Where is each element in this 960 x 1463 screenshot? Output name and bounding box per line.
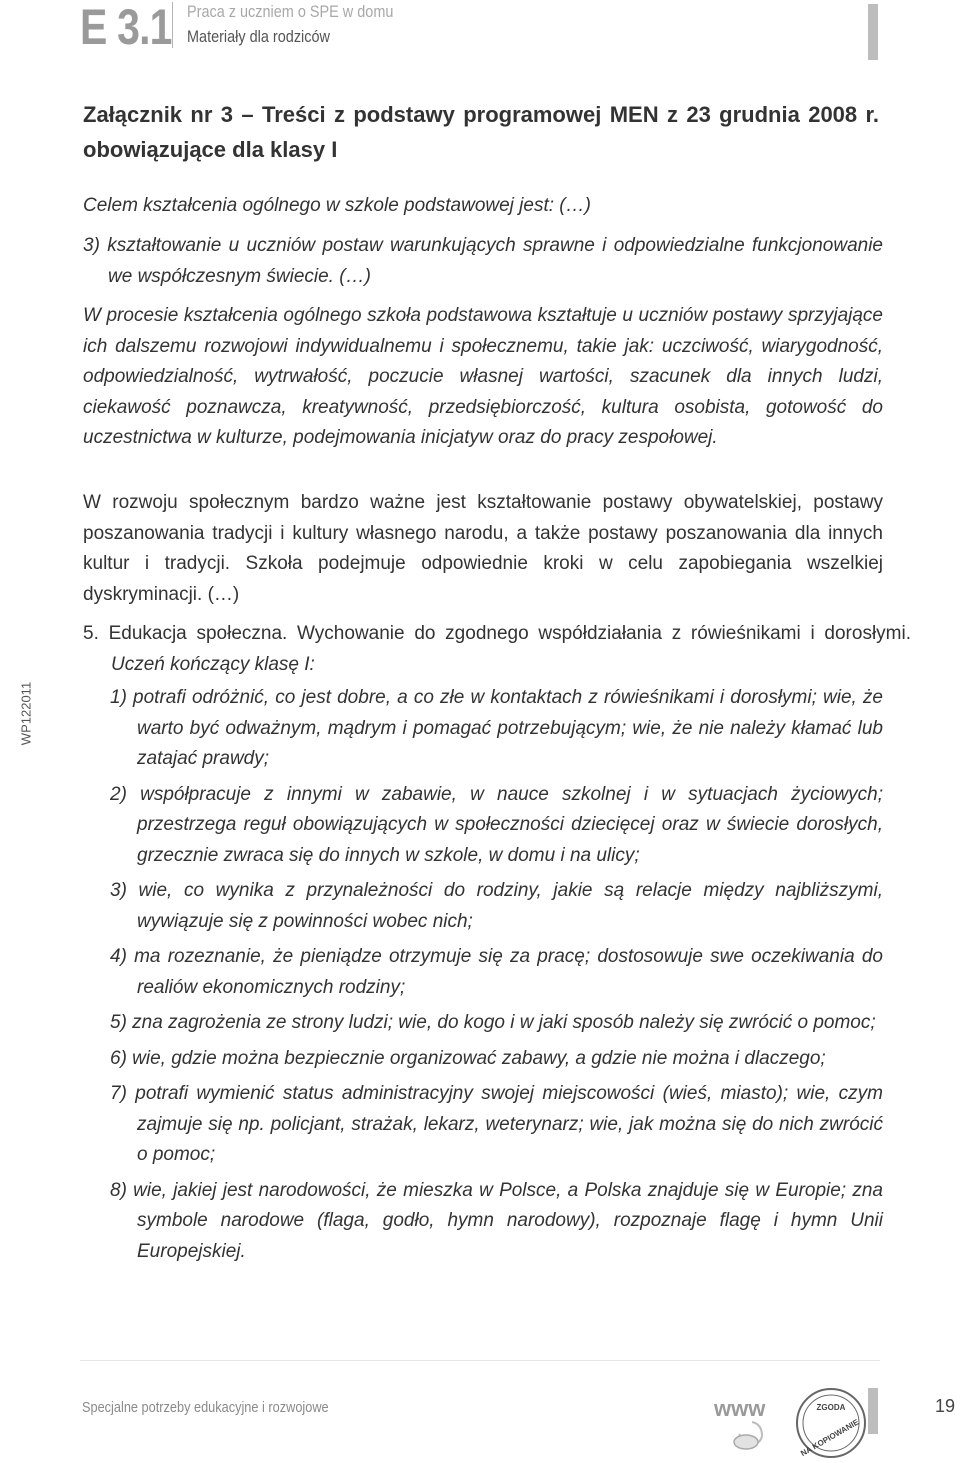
logo-www-text: www bbox=[714, 1396, 766, 1421]
header-side-bar bbox=[868, 4, 878, 60]
header-subtitle: Materiały dla rodziców bbox=[187, 27, 330, 46]
intro-paragraph: Celem kształcenia ogólnego w szkole podstawowej jest: (…) bbox=[83, 195, 591, 216]
goal-item-3 bbox=[83, 231, 883, 292]
page-number: 19 bbox=[935, 1396, 956, 1416]
www-logo-icon bbox=[712, 1392, 776, 1452]
list-item: 1) potrafi odróżnić, co jest dobre, a co złe w kontaktach z rówieśnikami i dorosłymi; wie, że warto być odważnym, mądrym i pomagać potrzebującym; wie, że nie należy kłamać lub zatajać prawdy; bbox=[110, 687, 883, 769]
header-divider bbox=[172, 2, 173, 48]
list-item: 7) potrafi wymienić status administracyjny swojej miejscowości (wieś, miasto); wie, czym zajmuje się np. policjant, strażak, lekarz, weterynarz; wie, jak można się do nich zwrócić o pomoc; bbox=[110, 1083, 883, 1165]
list-item: 2) współpracuje z innymi w zabawie, w nauce szkolnej i w sytuacjach życiowych; przestrzega reguł obowiązujących w społeczności dziecięcej oraz w świecie dorosłych, grzecznie zwraca się do innych w szkole, w domu i na ulicy; bbox=[110, 783, 883, 866]
section-code: E 3.1 bbox=[80, 0, 172, 55]
page-title: Załącznik nr 3 – Treści z podstawy programowej MEN z 23 grudnia 2008 r. obowiązujące dla klasy I bbox=[83, 102, 879, 162]
paragraph-social-development: W rozwoju społecznym bardzo ważne jest kształtowanie postawy obywatelskiej, postawy poszanowania tradycji i kultury własnego narodu, a także postawy poszanowania dla innych kultur i tradycji. Szkoła podejmuje odpowiednie kroki w celu zapobiegania wszelkiej dyskryminacji. (…) bbox=[83, 492, 883, 605]
footer-series-title: Specjalne potrzeby edukacyjne i rozwojowe bbox=[82, 1399, 329, 1416]
footer-side-bar bbox=[868, 1388, 878, 1434]
header-title: Praca z uczniem o SPE w domu bbox=[187, 2, 394, 21]
stamp-text-top: ZGODA bbox=[816, 1403, 846, 1412]
side-document-code: WP122011 bbox=[18, 681, 34, 746]
list-item: 4) ma rozeznanie, że pieniądze otrzymuje się za pracę; dostosowuje swe oczekiwania do realiów ekonomicznych rodziny; bbox=[110, 946, 883, 998]
goal-item-3-text: kształtowanie u uczniów postaw warunkujących sprawne i odpowiedzialne funkcjonowanie we współczesnym świecie. (…) bbox=[107, 235, 883, 287]
section-lead: Uczeń kończący klasę I: bbox=[111, 653, 315, 675]
stamp-text-bottom: NA KOPIOWANIE bbox=[799, 1417, 861, 1459]
section-heading-text: 5. Edukacja społeczna. Wychowanie do zgodnego współdziałania z rówieśnikami i dorosłymi. bbox=[83, 623, 911, 644]
mouse-body bbox=[734, 1435, 758, 1449]
paragraph-attitudes: W procesie kształcenia ogólnego szkoła podstawowa kształtuje u uczniów postawy sprzyjające ich dalszemu rozwojowi indywidualnemu i społecznemu, takie jak: uczciwość, wiarygodność, odpowiedzialność, wytrwałość, poczucie własnej wartości, szacunek dla innych ludzi, ciekawość poznawcza, kreatywność, przedsiębiorczość, kultura osobista, gotowość do uczestnictwa w kulturze, podejmowania inicjatyw oraz do pracy zespołowej. bbox=[83, 305, 883, 448]
section-heading-social-education bbox=[83, 619, 911, 680]
footer-divider bbox=[80, 1360, 880, 1361]
skills-list bbox=[110, 683, 883, 1272]
list-item: 8) wie, jakiej jest narodowości, że mieszka w Polsce, a Polska znajduje się w Europie; zna symbole narodowe (flaga, godło, hymn narodowy), rozpoznaje flagę i hymn Unii Europejskiej. bbox=[110, 1179, 883, 1262]
list-item: 6) wie, gdzie można bezpiecznie organizować zabawy, a gdzie nie można i dlaczego; bbox=[110, 1047, 826, 1069]
list-item: 3) wie, co wynika z przynależności do rodziny, jakie są relacje między najbliższymi, wywiązuje się z powinności wobec nich; bbox=[110, 880, 883, 932]
copy-permission-stamp-icon bbox=[792, 1384, 870, 1462]
list-item: 5) zna zagrożenia ze strony ludzi; wie, do kogo i w jaki sposób należy się zwrócić o pomoc; bbox=[110, 1012, 876, 1033]
goal-item-3-number: 3) bbox=[83, 235, 100, 256]
